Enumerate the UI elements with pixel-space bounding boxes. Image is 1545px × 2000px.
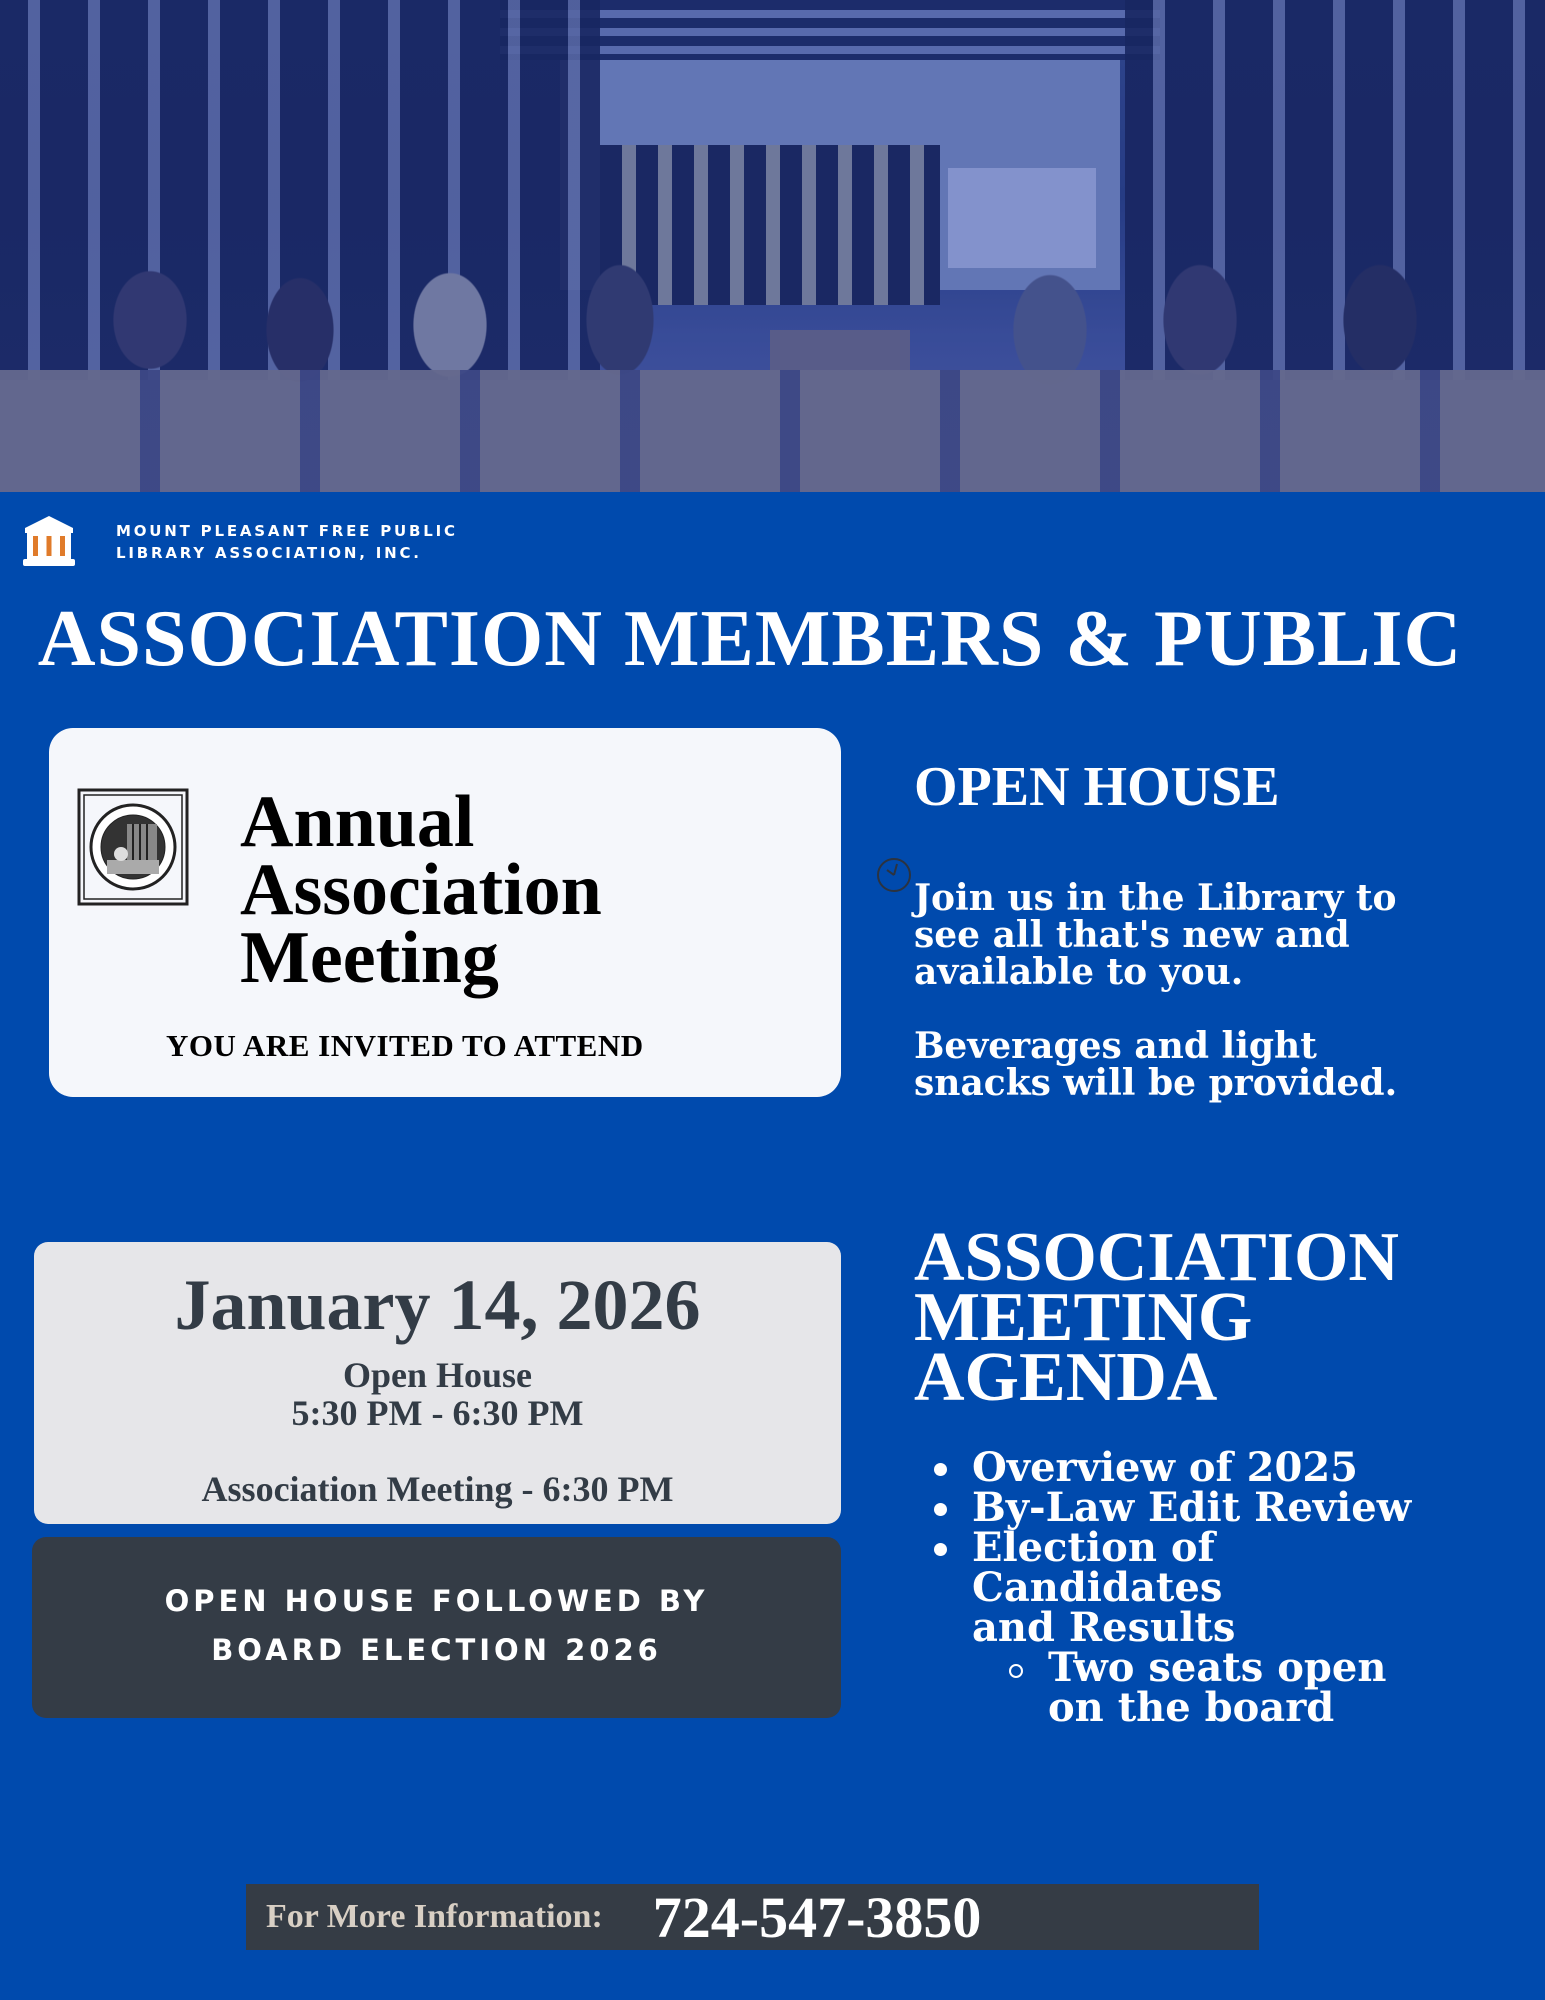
open-house-schedule [34, 1356, 841, 1432]
invite-title-line2: Association [240, 849, 602, 931]
bullet-icon [934, 1543, 947, 1556]
agenda-item [914, 1484, 1474, 1531]
election-banner-line2: BOARD ELECTION 2026 [211, 1633, 662, 1667]
contact-phone-number[interactable]: 724-547-3850 [652, 1884, 982, 1950]
agenda-title-line1: ASSOCIATION [914, 1219, 1399, 1296]
date-card [34, 1242, 841, 1524]
agenda-subitem [914, 1644, 1428, 1731]
agenda-title-line2: MEETING [914, 1279, 1253, 1356]
election-banner [32, 1537, 841, 1718]
organization-name-line1: MOUNT PLEASANT FREE PUBLIC [116, 522, 458, 540]
invite-title [240, 781, 602, 999]
clock-icon [876, 857, 912, 893]
invite-title-line3: Meeting [240, 917, 499, 999]
organization-name [116, 520, 458, 564]
open-house-description [914, 877, 1434, 1139]
contact-label: For More Information: [266, 1898, 603, 1935]
agenda-list [914, 1444, 1474, 1731]
page-headline: ASSOCIATION MEMBERS & PUBLIC [37, 595, 1463, 683]
invite-title-line1: Annual [240, 781, 475, 863]
hollow-bullet-icon [1009, 1664, 1023, 1678]
open-house-paragraph-1: Join us in the Library to see all that's new and available to you. [914, 877, 1397, 993]
bullet-icon [934, 1463, 947, 1476]
agenda-item [914, 1524, 1302, 1651]
hero-blue-tint [0, 0, 1545, 492]
election-banner-line1: OPEN HOUSE FOLLOWED BY [164, 1584, 709, 1618]
library-seal-icon [77, 788, 189, 906]
meeting-time: Association Meeting - 6:30 PM [201, 1469, 674, 1509]
open-house-label: Open House [342, 1355, 533, 1395]
library-building-icon [22, 514, 76, 570]
agenda-title-line3: AGENDA [914, 1339, 1218, 1416]
election-banner-text [32, 1577, 841, 1675]
open-house-time: 5:30 PM - 6:30 PM [291, 1393, 584, 1433]
organization-header [22, 512, 458, 572]
agenda-item-label: By-Law Edit Review [972, 1484, 1412, 1531]
open-house-title: OPEN HOUSE [914, 756, 1280, 818]
agenda-title [914, 1219, 1399, 1416]
invite-subtitle: YOU ARE INVITED TO ATTEND [166, 1028, 644, 1063]
organization-name-line2: LIBRARY ASSOCIATION, INC. [116, 544, 422, 562]
open-house-paragraph-2: Beverages and light snacks will be provided. [914, 1025, 1398, 1104]
bullet-icon [934, 1503, 947, 1516]
event-date: January 14, 2026 [174, 1265, 701, 1345]
agenda-item [914, 1444, 1474, 1491]
contact-info-bar [246, 1884, 1259, 1950]
agenda-item-label: Overview of 2025 [972, 1444, 1358, 1491]
invite-card [49, 728, 841, 1097]
agenda-item-label: Election of Candidates and Results [972, 1524, 1236, 1651]
agenda-subitem-label: Two seats open on the board [1048, 1644, 1387, 1731]
hero-photo [0, 0, 1545, 492]
